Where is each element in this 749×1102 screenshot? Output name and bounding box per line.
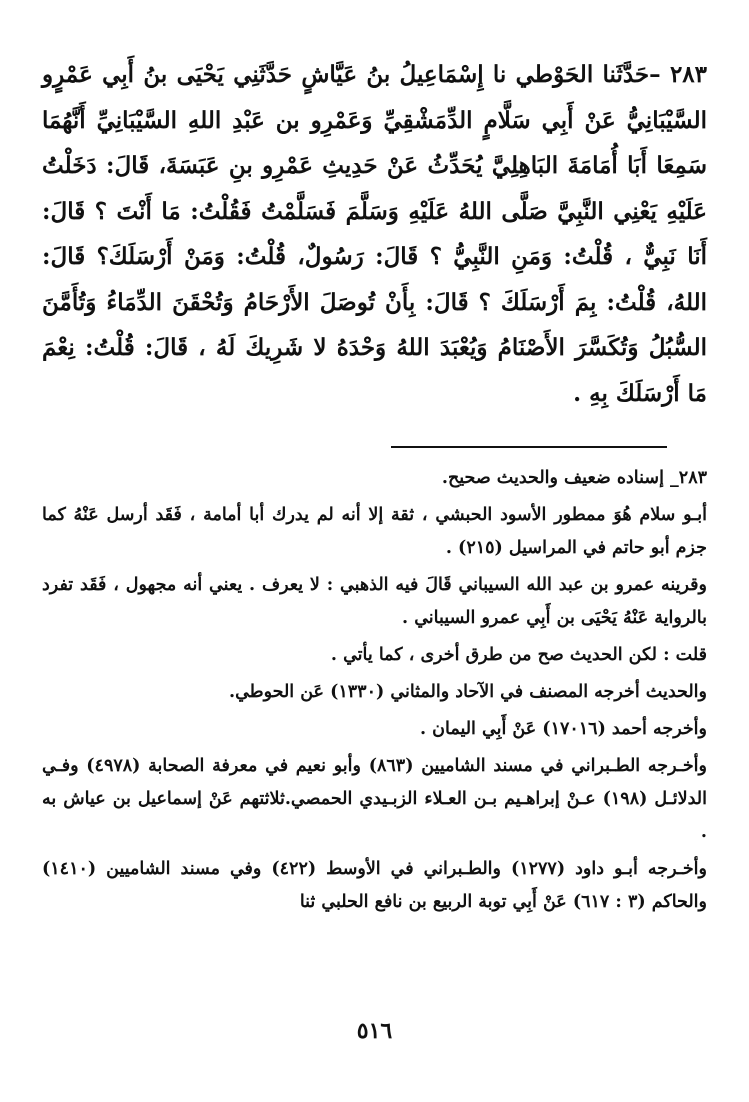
- page-number: ٥١٦: [356, 1018, 393, 1044]
- footnote-paragraph: وأخـرجه الطـبراني في مسند الشاميين (٨٦٣) وأبو نعيم في معرفة الصحابة (٤٩٧٨) وفـي الدلائـل (١٩٨) عـنْ إبراهـيم بـن العـلاء الزبـيدي الحمصي.ثلاثتهم عَنْ إسماعيل بن عياش به .: [42, 756, 708, 842]
- footnote-paragraph: والحديث أخرجه المصنف في الآحاد والمثاني (١٣٣٠) عَن الحوطي.: [229, 682, 707, 702]
- footnote-paragraph: وقرينه عمرو بن عبد الله السيباني قَالَ فيه الذهبي : لا يعرف . يعني أنه مجهول ، فَقَد تفرد بالرواية عَنْهُ يَحْيَى بن أَبِي عمرو السيباني .: [42, 575, 707, 628]
- footnote-paragraph: وأخـرجه أبـو داود (١٢٧٧) والطـبراني في الأوسط (٤٢٢) وفي مسند الشاميين (١٤١٠) والحاكم (٣ : ٦١٧) عَنْ أَبِي توبة الربيع بن نافع الحلبي ثنا: [42, 859, 707, 912]
- footnote-paragraph: قلت : لكن الحديث صح من طرق أخرى ، كما يأتي .: [330, 645, 707, 665]
- footnote-paragraph: أبـو سلام هُوَ ممطور الأسود الحبشي ، ثقة إلا أنه لم يدرك أبا أمامة ، فَقَد أرسل عَنْهُ كما جزم أبو حاتم في المراسيل (٢١٥) .: [42, 505, 707, 558]
- footnote-paragraph: وأخرجه أحمد (١٧٠١٦) عَنْ أَبِي اليمان .: [419, 719, 707, 739]
- footnote-divider: [391, 446, 667, 448]
- hadith-main-text: ٢٨٣ –حَدَّثَنا الحَوْطي نا إِسْمَاعِيلُ بنُ عَيَّاشٍ حَدَّثَنِي يَحْيَى بنُ أَبِي عَمْرٍو السَّيْبَانِيُّ عَنْ أَبِي سَلَّامٍ الدِّمَشْقِيِّ وَعَمْرِو بن عَبْدِ اللهِ السَّيْبَانِيِّ أَنَّهُمَا سَمِعَا أَبَا أُمَامَةَ البَاهِلِيَّ يُحَدِّثُ عَنْ حَدِيثِ عَمْرِو بنِ عَبَسَةَ، قَالَ: دَخَلْتُ عَلَيْهِ يَعْنِي النَّبِيَّ صَلَّى اللهُ عَلَيْهِ وَسَلَّمَ فَسَلَّمْتُ فَقُلْتُ: مَا أَنْتَ ؟ قَالَ: أَنَا نَبِيٌّ ، قُلْتُ: وَمَنِ النَّبِيُّ ؟ قَالَ: رَسُولٌ، قُلْتُ: وَمَنْ أَرْسَلَكَ؟ قَالَ: اللهُ، قُلْتُ: بِمَ أَرْسَلَكَ ؟ قَالَ: بِأَنْ تُوصَلَ الأَرْحَامُ وَتُحْقَنَ الدِّمَاءُ وَتُأَمَّنَ السُّبُلُ وَتُكَسَّرَ الأَصْنَامُ وَيُعْبَدَ اللهُ وَحْدَهُ لا شَرِيكَ لَهُ ، قَالَ: قُلْتُ: نِعْمَ مَا أَرْسَلَكَ بِهِ .: [42, 61, 707, 407]
- footnote-heading: ٢٨٣_ إسناده ضعيف والحديث صحيح.: [441, 468, 707, 488]
- footnotes: [42, 462, 707, 923]
